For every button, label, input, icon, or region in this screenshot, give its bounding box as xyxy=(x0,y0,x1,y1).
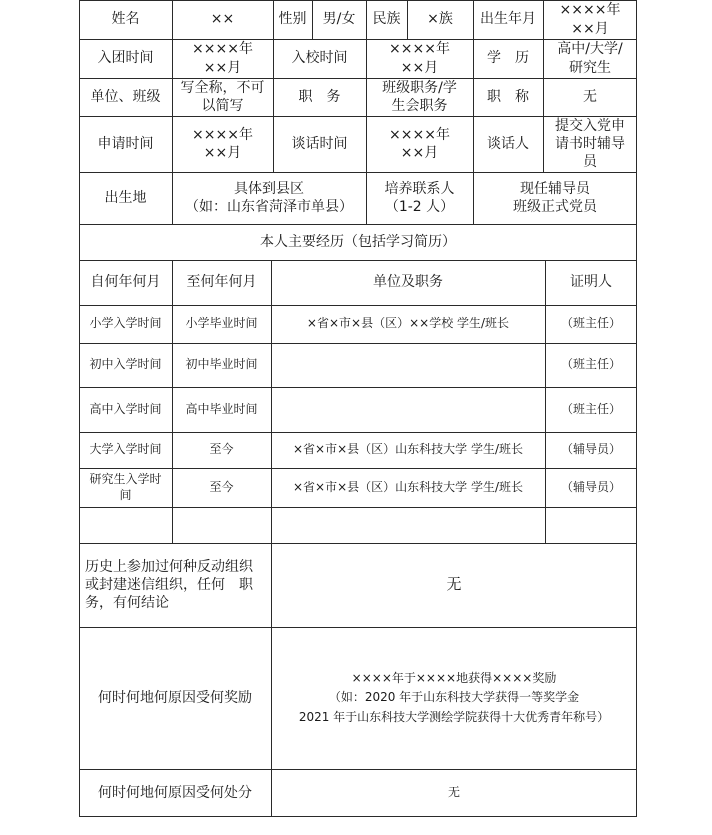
unit-label: 单位、班级 xyxy=(90,88,161,105)
exp-row2-unit xyxy=(271,343,545,387)
exp-row1-witness: （班主任） xyxy=(560,316,621,331)
birth-value: ××××年 ××月 xyxy=(559,2,621,37)
birthplace-value: 具体到县区 （如：山东省菏泽市单县） xyxy=(185,180,353,215)
exp-row3-from: 高中入学时间 xyxy=(89,401,162,416)
talk-value: ××××年 ××月 xyxy=(389,126,450,161)
header-unit-position: 单位及职务 xyxy=(373,274,443,291)
gender-label: 性别 xyxy=(278,11,307,28)
exp-row3-to: 高中毕业时间 xyxy=(185,401,258,416)
position-value: 班级职务/学 生会职务 xyxy=(382,79,457,114)
ethnicity-value: ×族 xyxy=(427,11,453,28)
exp-row4-to: 至今 xyxy=(209,442,234,457)
header-from: 自何年何月 xyxy=(90,274,161,291)
exp-row2-to: 初中毕业时间 xyxy=(185,357,258,372)
exp-row2-witness: （班主任） xyxy=(560,357,621,372)
contact-label: 培养联系人 （1-2 人） xyxy=(384,180,455,215)
talk-label: 谈话时间 xyxy=(291,135,348,152)
exp-row2-from: 初中入学时间 xyxy=(89,357,162,372)
unit-value: 写全称，不可 以简写 xyxy=(180,79,265,114)
exp-row4-from: 大学入学时间 xyxy=(89,442,162,457)
exp-row5-unit: ×省×市×县（区）山东科技大学 学生/班长 xyxy=(292,479,524,494)
education-value: 高中/大学/ 研究生 xyxy=(557,41,623,76)
exp-row6-to xyxy=(172,507,271,543)
header-to: 至何年何月 xyxy=(186,274,257,291)
birthplace-label: 出生地 xyxy=(104,189,147,206)
apply-value: ××××年 ××月 xyxy=(192,126,253,161)
exp-row6-witness xyxy=(545,507,637,543)
league-value: ××××年 ××月 xyxy=(192,41,253,76)
education-label: 学 历 xyxy=(487,50,529,67)
league-label: 入团时间 xyxy=(97,50,154,67)
exp-row3-witness: （班主任） xyxy=(560,401,621,416)
apply-label: 申请时间 xyxy=(97,135,154,152)
exp-row4-witness: （辅导员） xyxy=(560,442,621,457)
ethnicity-label: 民族 xyxy=(372,11,401,28)
experience-section-title: 本人主要经历（包括学习简历） xyxy=(260,233,456,250)
exp-row4-unit: ×省×市×县（区）山东科技大学 学生/班长 xyxy=(292,442,524,457)
awards-label: 何时何地何原因受何奖励 xyxy=(98,689,252,706)
talker-value: 提交入党申 请书时辅导 员 xyxy=(555,117,625,171)
exp-row6-unit xyxy=(271,507,545,543)
exp-row3-unit xyxy=(271,387,545,432)
exp-row5-witness: （辅导员） xyxy=(560,479,621,494)
punishment-value: 无 xyxy=(447,785,460,800)
position-label: 职 务 xyxy=(298,88,341,105)
exp-row6-from xyxy=(79,507,172,543)
exp-row1-from: 小学入学时间 xyxy=(89,316,162,331)
awards-value: ××××年于××××地获得××××奖励 （如：2020 年于山东科技大学获得一等奖学金 2021 年于山东科技大学测绘学院获得十大优秀青年称号） xyxy=(298,671,610,724)
talker-label: 谈话人 xyxy=(487,135,529,152)
gender-value: 男/女 xyxy=(322,11,356,28)
exp-row5-to: 至今 xyxy=(209,479,234,494)
enroll-label: 入校时间 xyxy=(291,50,348,67)
name-label: 姓名 xyxy=(111,11,140,28)
exp-row5-from: 研究生入学时 间 xyxy=(89,471,162,502)
enroll-value: ××××年 ××月 xyxy=(389,41,450,76)
punishment-label: 何时何地何原因受何处分 xyxy=(98,784,252,801)
name-value: ×× xyxy=(210,11,235,28)
exp-row1-unit: ×省×市×县（区）××学校 学生/班长 xyxy=(306,316,510,331)
header-witness: 证明人 xyxy=(570,274,612,291)
history-value: 无 xyxy=(446,575,462,594)
contact-value: 现任辅导员 班级正式党员 xyxy=(513,180,597,215)
birth-label: 出生年月 xyxy=(480,11,536,28)
title-value: 无 xyxy=(583,88,597,105)
title-label: 职 称 xyxy=(487,88,529,105)
exp-row1-to: 小学毕业时间 xyxy=(185,316,258,331)
history-label: 历史上参加过何种反动组织 或封建迷信组织，任何 职 务，有何结论 xyxy=(85,558,253,612)
